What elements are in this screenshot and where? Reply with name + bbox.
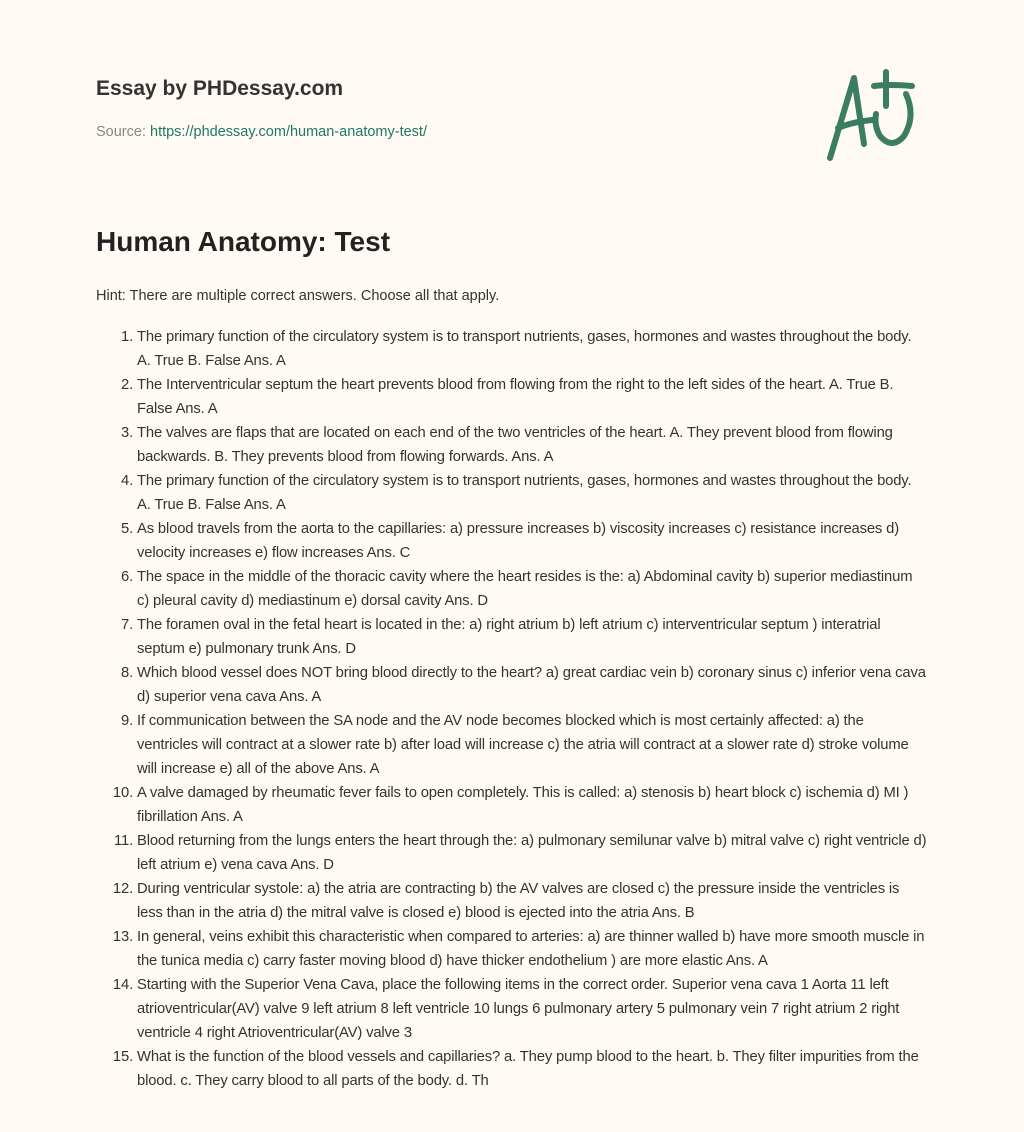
question-item: 1. The primary function of the circulatory system is to transport nutrients, gases, hormones and wastes throughout the body. A. True B. False Ans. A <box>137 325 928 373</box>
question-item: 5. As blood travels from the aorta to the capillaries: a) pressure increases b) viscosity increases c) resistance increases d) velocity increases e) flow increases Ans. C <box>137 517 928 565</box>
question-item: 12. During ventricular systole: a) the atria are contracting b) the AV valves are closed c) the pressure inside the ventricles is less than in the atria d) the mitral valve is closed e) blood is ejected into the atria Ans. B <box>137 877 928 925</box>
question-item: 3. The valves are flaps that are located on each end of the two ventricles of the heart. A. They prevent blood from flowing backwards. B. They prevents blood from flowing forwards. Ans. A <box>137 421 928 469</box>
question-item: 2. The Interventricular septum the heart prevents blood from flowing from the right to the left sides of the heart. A. True B. False Ans. A <box>137 373 928 421</box>
question-item: 15. What is the function of the blood vessels and capillaries? a. They pump blood to the heart. b. They filter impurities from the blood. c. They carry blood to all parts of the body. d. Th <box>137 1045 928 1093</box>
question-item: 6. The space in the middle of the thoracic cavity where the heart resides is the: a) Abdominal cavity b) superior mediastinum c) pleural cavity d) mediastinum e) dorsal cavity Ans. D <box>137 565 928 613</box>
hint-text: Hint: There are multiple correct answers. Choose all that apply. <box>96 288 500 304</box>
question-item: 4. The primary function of the circulatory system is to transport nutrients, gases, hormones and wastes throughout the body. A. True B. False Ans. A <box>137 469 928 517</box>
source-label: Source: <box>96 124 150 140</box>
source-link[interactable]: https://phdessay.com/human-anatomy-test/ <box>150 124 427 140</box>
question-item: 9. If communication between the SA node and the AV node becomes blocked which is most certainly affected: a) the ventricles will contract at a slower rate b) after load will increase c) the atria will contract at a slower rate d) stroke volume will increase e) all of the above Ans. A <box>137 709 928 781</box>
source-line <box>96 124 427 140</box>
question-item: 8. Which blood vessel does NOT bring blood directly to the heart? a) great cardiac vein b) coronary sinus c) inferior vena cava d) superior vena cava Ans. A <box>137 661 928 709</box>
question-item: 7. The foramen oval in the fetal heart is located in the: a) right atrium b) left atrium c) interventricular septum ) interatrial septum e) pulmonary trunk Ans. D <box>137 613 928 661</box>
question-list <box>96 325 928 1093</box>
question-item: 13. In general, veins exhibit this characteristic when compared to arteries: a) are thinner walled b) have more smooth muscle in the tunica media c) carry faster moving blood d) have thicker endothelium ) are more elastic Ans. A <box>137 925 928 973</box>
question-item: 10. A valve damaged by rheumatic fever fails to open completely. This is called: a) stenosis b) heart block c) ischemia d) MI ) fibrillation Ans. A <box>137 781 928 829</box>
site-brand: Essay by PHDessay.com <box>96 77 344 100</box>
question-item: 14. Starting with the Superior Vena Cava, place the following items in the correct order. Superior vena cava 1 Aorta 11 left atrioventricular(AV) valve 9 left atrium 8 left ventricle 10 lungs 6 pulmonary artery 5 pulmonary vein 7 right atrium 2 right ventricle 4 right Atrioventricular(AV) valve 3 <box>137 973 928 1045</box>
a-plus-logo-icon <box>820 66 930 166</box>
page-title: Human Anatomy: Test <box>96 226 391 257</box>
question-item: 11. Blood returning from the lungs enters the heart through the: a) pulmonary semilunar valve b) mitral valve c) right ventricle d) left atrium e) vena cava Ans. D <box>137 829 928 877</box>
